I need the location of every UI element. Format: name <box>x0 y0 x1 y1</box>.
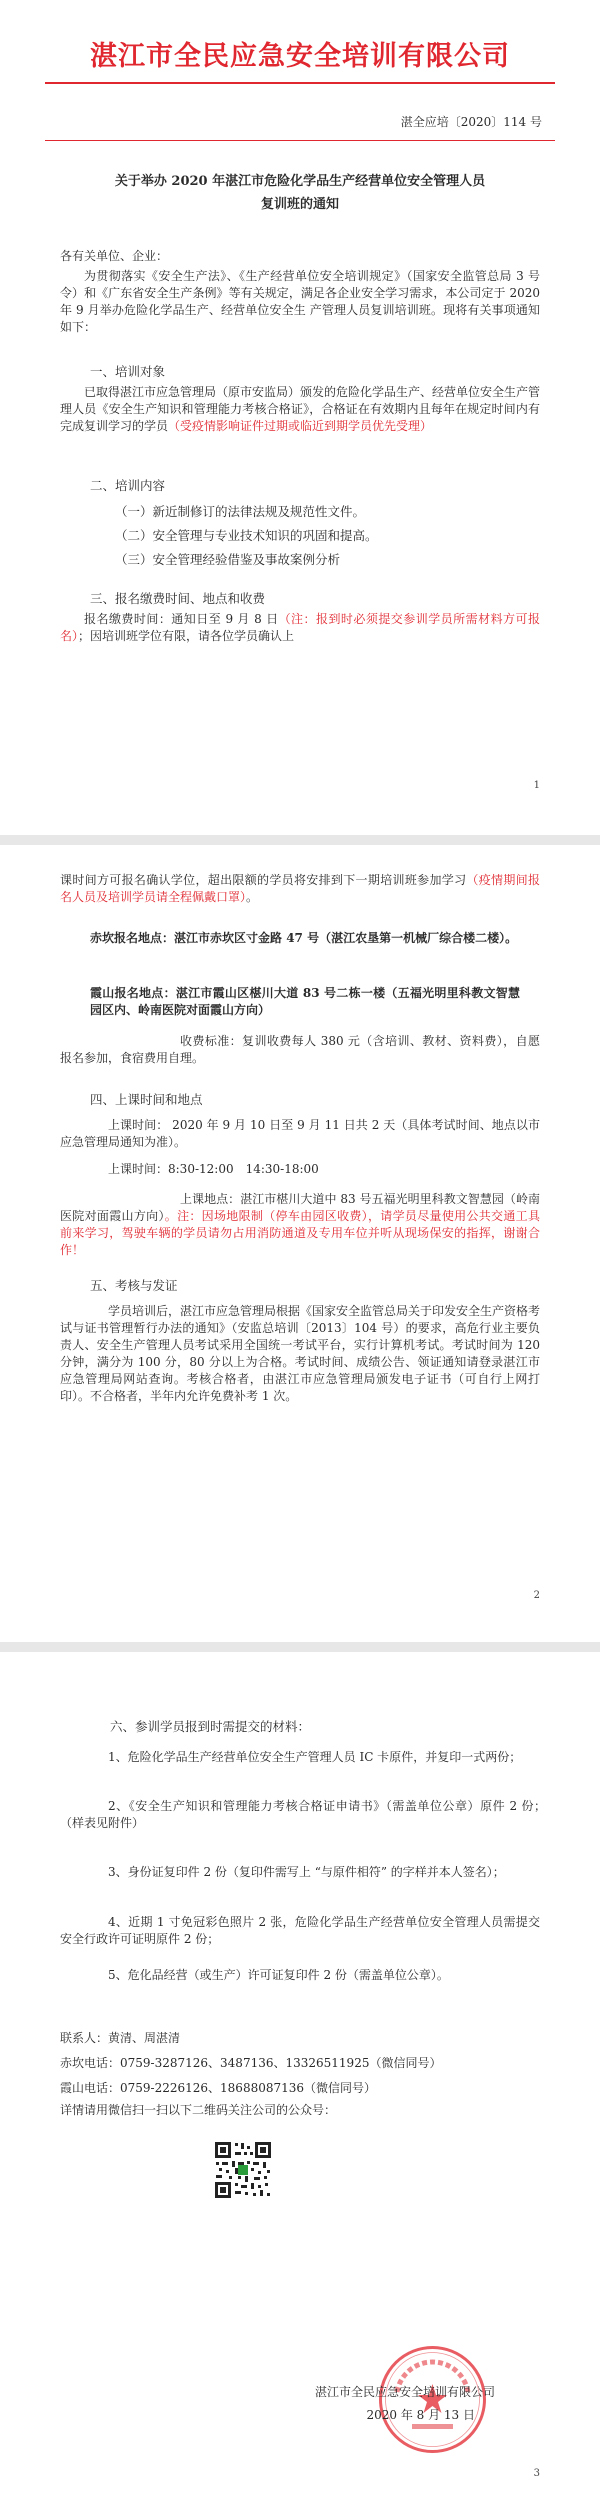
doc-title-line2: 复训班的通知 <box>260 197 339 212</box>
salutation: 各有关单位、企业： <box>60 249 169 263</box>
target-paragraph <box>60 384 540 435</box>
wechat-instruction: 详情请用微信扫一扫以下二维码关注公司的公众号： <box>60 2103 337 2117</box>
document-page-2 <box>0 845 600 1642</box>
doc-number: 湛全应培〔2020〕114 号 <box>400 115 542 129</box>
target-text: 已取得湛江市应急管理局（原市安监局）颁发的危险化学品生产、经营单位安全生产管理人员《安全生产知识和管理能力考核合格证》，合格证在有效期内且每年在规定时间内有完成复训学习的学员 <box>60 385 541 433</box>
header-rule-2 <box>45 140 555 141</box>
parking-note: 。注：因场地限制（停车由园区收费），请学员尽量使用公共交通工具前来学习，驾驶车辆的学员请勿占用消防通道及专用车位并听从现场保安的指挥，谢谢合作！ <box>60 1209 540 1257</box>
section-4-heading: 四、上课时间和地点 <box>90 1092 203 1107</box>
class-place-paragraph <box>60 1191 540 1259</box>
fee-time-prefix: 报名缴费时间：通知日至 9 月 8 日 <box>84 612 279 626</box>
content-item-2: （二）安全管理与专业技术知识的巩固和提高。 <box>115 528 378 543</box>
cont-note: （疫情期间报名人员及培训学员请全程佩戴口罩） <box>60 873 540 904</box>
company-header: 湛江市全民应急安全培训有限公司 <box>90 41 510 72</box>
class-place: 上课地点：湛江市椹川大道中 83 号五福光明里科教文智慧园（岭南医院对面霞山方向） <box>60 1192 540 1223</box>
cont-suffix: 。 <box>246 890 259 904</box>
content-item-1: （一）新近制修订的法律法规及规范性文件。 <box>115 504 366 519</box>
doc-title-line1: 关于举办 2020 年湛江市危险化学品生产经营单位安全管理人员 <box>114 174 486 189</box>
material-2: 2、《安全生产知识和管理能力考核合格证申请书》（需盖单位公章）原件 2 份； （样表见附件） <box>60 1799 553 1830</box>
material-1: 1、危险化学品生产经营单位安全生产管理人员 IC 卡原件，并复印一式两份； <box>108 1750 522 1764</box>
material-4: 4、近期 1 寸免冠彩色照片 2 张，危险化学品生产经营单位安全管理人员需提交安全行政许可证明原件 2 份； <box>60 1915 540 1946</box>
xiashan-address: 湛江市霞山区椹川大道 83 号二栋一楼（五福光明里科教文智慧园区内、岭南医院对面霞山方向） <box>90 986 520 1017</box>
section-6-heading: 六、参训学员报到时需提交的材料： <box>110 1719 311 1734</box>
qr-code-icon[interactable] <box>213 2140 273 2200</box>
page-number-3: 3 <box>533 2468 540 2479</box>
contacts: 联系人：黄清、周湛清 <box>60 2031 181 2045</box>
document-page-3 <box>0 1652 600 2509</box>
chikan-address: 湛江市赤坎区寸金路 47 号（湛江农垦第一机械厂综合楼二楼）。 <box>174 931 518 945</box>
intro-paragraph: 为贯彻落实《安全生产法》、《生产经营单位安全培训规定》（国家安全监管总局 3 号令）和《广东省安全生产条例》等有关规定，满足各企业安全学习需求，本公司定于 2020 年 9 月举办危险化学品生产、经营单位安全生 产管理人员复训培训班。现将有关事项通知如下： <box>60 269 540 334</box>
xiashan-location <box>90 985 520 1019</box>
sign-date: 2020 年 8 月 13 日 <box>366 2408 475 2422</box>
chikan-location <box>90 930 520 947</box>
chikan-label: 赤坎报名地点： <box>90 931 175 945</box>
page-number-2: 2 <box>533 1590 540 1601</box>
material-5: 5、危化品经营（或生产）许可证复印件 2 份（需盖单位公章）。 <box>108 1968 449 1982</box>
fee-standard: 收费标准：复训收费每人 380 元（含培训、教材、资料费），自愿报名参加，食宿费用自理。 <box>60 1034 540 1065</box>
content-item-3: （三）安全管理经验借鉴及事故案例分析 <box>115 552 341 567</box>
cont-prefix: 课时间方可报名确认学位，超出限额的学员将安排到下一期培训班参加学习 <box>60 873 467 887</box>
target-note: （受疫情影响证件过期或临近到期学员优先受理） <box>168 419 433 433</box>
section-2-heading: 二、培训内容 <box>90 478 166 493</box>
fee-time-note: （注：报到时必须提交参训学员所需材料方可报名） <box>60 612 540 643</box>
material-3: 3、身份证复印件 2 份（复印件需写上 “与原件相符” 的字样并本人签名）； <box>108 1865 505 1879</box>
exam-paragraph: 学员培训后，湛江市应急管理局根据《国家安全监管总局关于印发安全生产资格考试与证书管理暂行办法的通知》（安监总培训〔2013〕104 号）的要求，高危行业主要负责人、安全生产管理人员考试采用全国统一考试平台，实行计算机考试。考试时间为 120 分钟，满分为 100 分，80 分以上为合格。考试时间、成绩公告、领证通知请登录湛江市应急管理局网站查询。考核合格者，由湛江市应急管理局颁发电子证书（可自行上网打印）。不合格者，半年内允许免费补考 1 次。 <box>60 1304 541 1403</box>
continuation-paragraph <box>60 872 540 906</box>
class-hours: 上课时间：8:30-12:00 14:30-18:00 <box>108 1162 319 1176</box>
signer: 湛江市全民应急安全培训有限公司 <box>314 2385 495 2399</box>
chikan-phone: 赤坎电话：0759-3287126、3487136、13326511925（微信同号） <box>60 2056 442 2070</box>
section-1-heading: 一、培训对象 <box>90 364 166 379</box>
document-page-1 <box>0 0 600 835</box>
header-rule <box>45 82 555 84</box>
xiashan-phone: 霞山电话：0759-2226126、18688087136（微信同号） <box>60 2081 377 2095</box>
fee-time-paragraph <box>60 611 540 645</box>
page-number-1: 1 <box>533 780 540 791</box>
section-5-heading: 五、考核与发证 <box>90 1278 178 1293</box>
section-3-heading: 三、报名缴费时间、地点和收费 <box>90 591 266 606</box>
class-time: 上课时间： 2020 年 9 月 10 日至 9 月 11 日共 2 天（具体考试时间、地点以市应急管理局通知为准）。 <box>60 1118 540 1149</box>
xiashan-label: 霞山报名地点： <box>90 986 176 1000</box>
fee-time-suffix: ；因培训班学位有限，请各位学员确认上 <box>78 629 295 643</box>
